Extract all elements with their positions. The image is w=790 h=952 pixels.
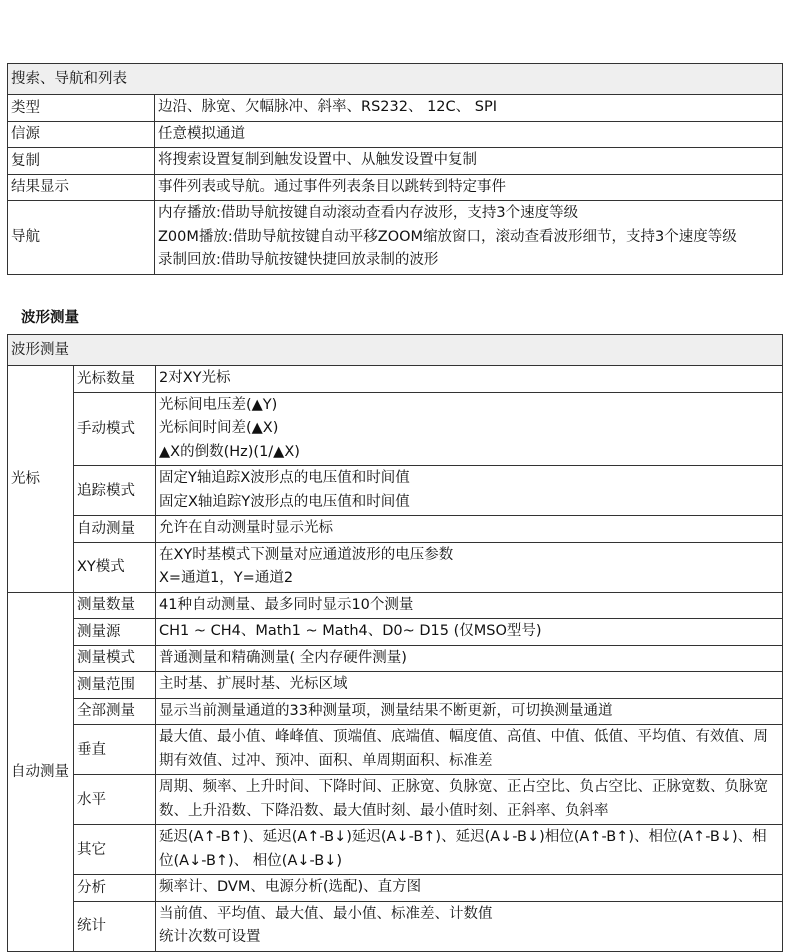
waveform-measurement-table: [7, 334, 783, 952]
row-label: XY模式: [74, 542, 156, 592]
table-row: [8, 825, 783, 875]
cell-line: 当前值、平均值、最大值、最小值、标准差、计数值: [159, 905, 493, 922]
row-label: 自动测量: [74, 516, 156, 543]
row-label: 其它: [74, 825, 156, 875]
row-value: [156, 392, 783, 466]
table-row: [8, 592, 783, 619]
row-value: [156, 725, 783, 775]
cell-line: 任意模拟通道: [158, 125, 245, 142]
cell-line: 在XY时基模式下测量对应通道波形的电压参数: [159, 546, 454, 563]
search-navigation-table: [7, 63, 783, 275]
group-label: 光标: [8, 366, 74, 593]
row-label: 手动模式: [74, 392, 156, 466]
row-label: 全部测量: [74, 698, 156, 725]
row-value: [156, 592, 783, 619]
row-value: [155, 201, 783, 275]
table-row: [8, 366, 783, 393]
cell-line: Z00M播放:借助导航按键自动平移ZOOM缩放窗口，滚动查看波形细节，支持3个速度等级: [158, 228, 737, 245]
table-row: [8, 121, 783, 148]
row-label: 水平: [74, 775, 156, 825]
row-value: [156, 619, 783, 646]
cell-line: 光标间电压差(▲Y): [159, 396, 278, 413]
cell-line: 边沿、脉宽、欠幅脉冲、斜率、RS232、 12C、 SPI: [158, 99, 497, 115]
table-header: 波形测量: [8, 335, 783, 366]
table-row: [8, 698, 783, 725]
row-label: 垂直: [74, 725, 156, 775]
row-label: 统计: [74, 901, 156, 951]
row-value: [156, 698, 783, 725]
row-value: [156, 516, 783, 543]
table-row: [8, 516, 783, 543]
row-label: 追踪模式: [74, 466, 156, 516]
row-value: [156, 645, 783, 672]
row-label: 导航: [8, 201, 155, 275]
row-value: [156, 901, 783, 951]
cell-line: 41种自动测量、最多同时显示10个测量: [159, 596, 414, 613]
row-label: 测量模式: [74, 645, 156, 672]
cell-line: 延迟(A↑-B↑)、延迟(A↑-B↓)延迟(A↓-B↑)、延迟(A↓-B↓)相位(A↑-B↑)、相位(A↑-B↓)、相位(A↓-B↑)、 相位(A↓-B↓): [159, 829, 767, 869]
cell-line: 光标间时间差(▲X): [159, 420, 279, 436]
cell-line: 固定X轴追踪Y波形点的电压值和时间值: [159, 493, 410, 510]
row-value: [155, 95, 783, 122]
row-value: [155, 174, 783, 201]
table-row: [8, 672, 783, 699]
row-label: 类型: [8, 95, 155, 122]
row-label: 分析: [74, 875, 156, 902]
cell-line: 事件列表或导航。通过事件列表条目以跳转到特定事件: [158, 178, 506, 195]
row-value: [156, 775, 783, 825]
cell-line: 普通测量和精确测量( 全内存硬件测量): [159, 649, 407, 666]
cell-line: X=通道1，Y=通道2: [159, 570, 294, 586]
table-row: [8, 148, 783, 175]
cell-line: 内存播放:借助导航按键自动滚动查看内存波形，支持3个速度等级: [158, 205, 579, 221]
cell-line: 将搜索设置复制到触发设置中、从触发设置中复制: [158, 152, 477, 168]
table-row: [8, 466, 783, 516]
table-row: [8, 95, 783, 122]
table-row: [8, 542, 783, 592]
table-row: [8, 392, 783, 466]
row-label: 信源: [8, 121, 155, 148]
row-label: 测量范围: [74, 672, 156, 699]
row-value: [156, 466, 783, 516]
row-value: [156, 875, 783, 902]
cell-line: 2对XY光标: [159, 370, 231, 386]
cell-line: 主时基、扩展时基、光标区域: [159, 676, 348, 692]
table-row: [8, 174, 783, 201]
group-label: 自动测量: [8, 592, 74, 951]
row-label: 测量源: [74, 619, 156, 646]
cell-line: 周期、频率、上升时间、下降时间、正脉宽、负脉宽、正占空比、负占空比、正脉宽数、负脉宽数、上升沿数、下降沿数、最大值时刻、最小值时刻、正斜率、负斜率: [159, 779, 768, 819]
row-label: 结果显示: [8, 174, 155, 201]
section-title: 波形测量: [21, 310, 79, 326]
row-value: [155, 148, 783, 175]
table-row: [8, 201, 783, 275]
table-row: [8, 775, 783, 825]
cell-line: 频率计、DVM、电源分析(选配)、直方图: [159, 879, 422, 895]
cell-line: ▲X的倒数(Hz)(1/▲X): [159, 443, 300, 460]
cell-line: 允许在自动测量时显示光标: [159, 520, 333, 536]
row-value: [155, 121, 783, 148]
cell-line: 录制回放:借助导航按键快捷回放录制的波形: [158, 252, 439, 268]
cell-line: 最大值、最小值、峰峰值、顶端值、底端值、幅度值、高值、中值、低值、平均值、有效值、周期有效值、过冲、预冲、面积、单周期面积、标准差: [159, 729, 768, 769]
table-header-row: [8, 335, 783, 366]
cell-line: CH1 ~ CH4、Math1 ~ Math4、D0~ D15 (仅MSO型号): [159, 623, 542, 639]
cell-line: 显示当前测量通道的33种测量项，测量结果不断更新，可切换测量通道: [159, 702, 613, 719]
row-value: [156, 825, 783, 875]
cell-line: 固定Y轴追踪X波形点的电压值和时间值: [159, 470, 410, 486]
table-row: [8, 619, 783, 646]
table-row: [8, 725, 783, 775]
table-header: 搜索、导航和列表: [8, 64, 783, 95]
table-row: [8, 901, 783, 951]
table-header-row: [8, 64, 783, 95]
row-value: [156, 542, 783, 592]
cell-line: 统计次数可设置: [159, 929, 261, 945]
row-label: 光标数量: [74, 366, 156, 393]
row-value: [156, 366, 783, 393]
row-label: 测量数量: [74, 592, 156, 619]
row-value: [156, 672, 783, 699]
table-row: [8, 875, 783, 902]
table-row: [8, 645, 783, 672]
row-label: 复制: [8, 148, 155, 175]
